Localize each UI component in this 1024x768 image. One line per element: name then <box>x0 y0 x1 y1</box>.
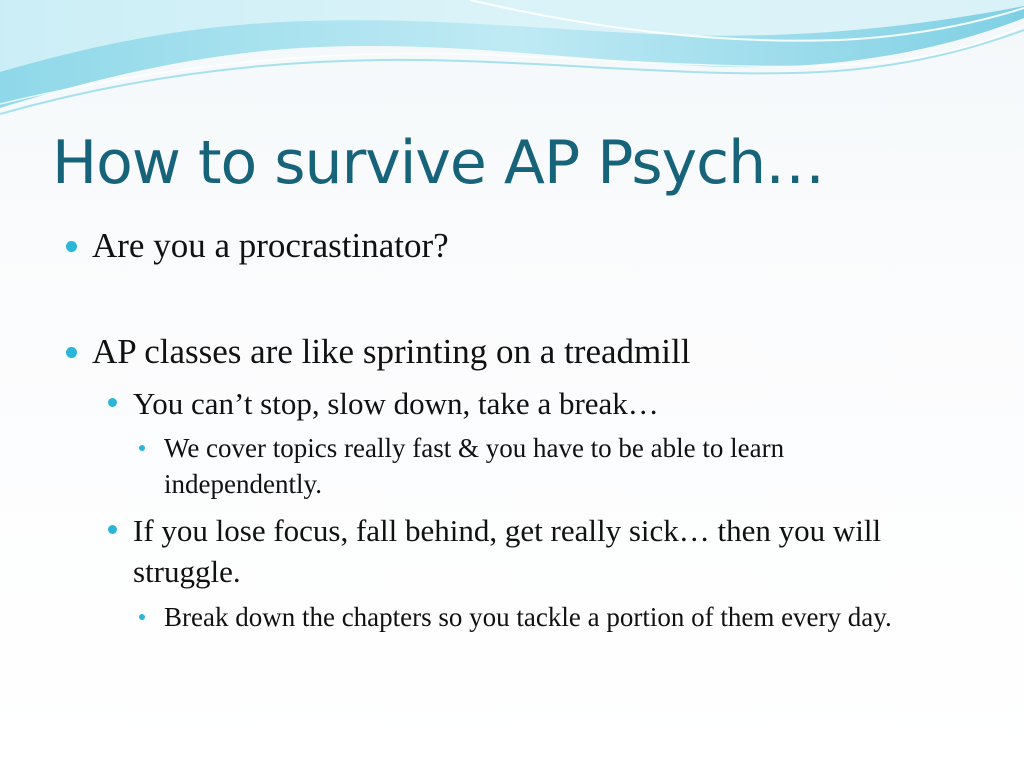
sub-bullet-item <box>133 383 953 424</box>
bullet-item <box>92 332 972 372</box>
bullet-text: AP classes are like sprinting on a treadmill <box>92 332 691 371</box>
bullet-dot-icon <box>108 525 117 534</box>
bullet-dot-icon <box>108 398 117 407</box>
sub-bullet-item <box>133 510 953 592</box>
bullet-dot-icon <box>139 445 145 451</box>
header-wave-decoration <box>0 0 1024 130</box>
sub-sub-bullet-item <box>164 430 924 502</box>
bullet-text: Are you a procrastinator? <box>92 226 449 265</box>
bullet-dot-icon <box>66 347 77 358</box>
bullet-item <box>92 226 972 266</box>
bullet-text: Break down the chapters so you tackle a portion of them every day. <box>164 602 892 632</box>
bullet-text: You can’t stop, slow down, take a break… <box>133 386 659 421</box>
bullet-text: We cover topics really fast & you have to be able to learn independently. <box>164 433 785 499</box>
bullet-text: If you lose focus, fall behind, get really sick… then you will struggle. <box>133 513 882 589</box>
bullet-dot-icon <box>66 241 77 252</box>
sub-sub-bullet-item <box>164 599 974 635</box>
slide-title: How to survive AP Psych… <box>52 128 825 198</box>
bullet-dot-icon <box>139 614 145 620</box>
